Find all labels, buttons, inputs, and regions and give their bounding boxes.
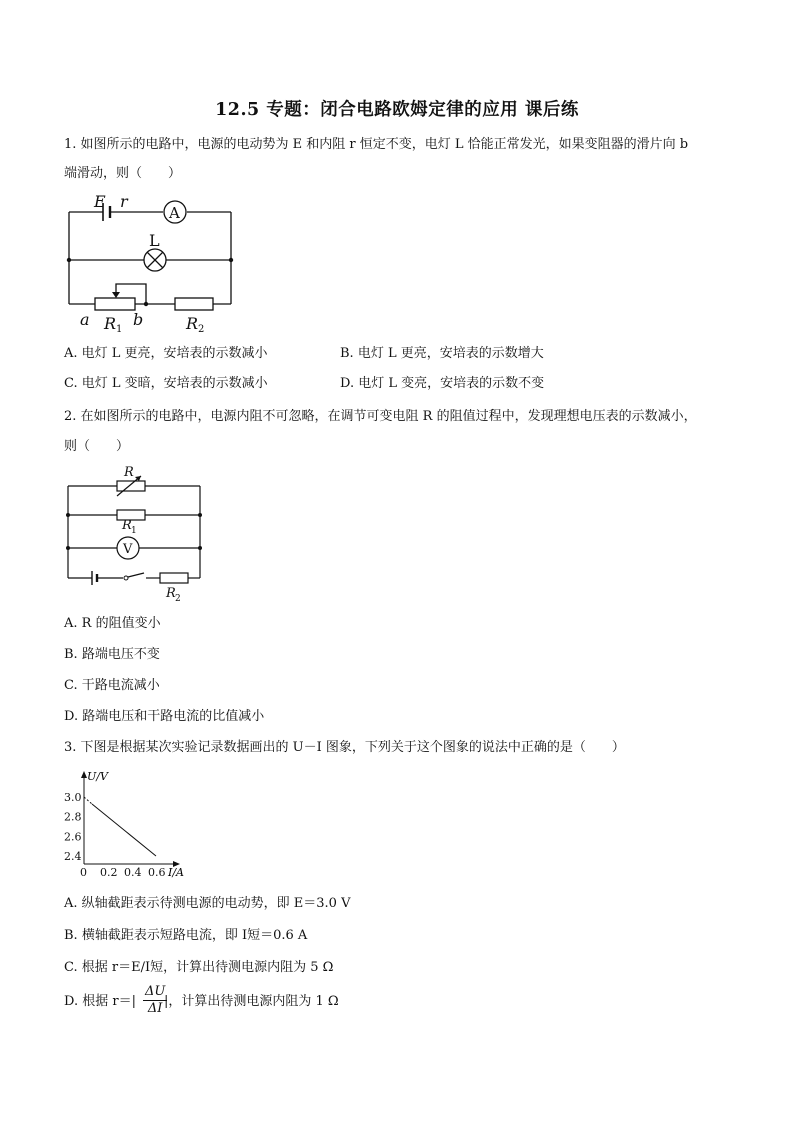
q2-option-a[interactable]: A. R 的阻值变小 (64, 616, 161, 631)
q1-label-R2: R (186, 314, 199, 333)
q2-stem-line1: 2. 在如图所示的电路中，电源内阻不可忽略，在调节可变电阻 R 的阻值过程中，发现理想电压表的示数减小， (64, 409, 697, 424)
chart-y-tick-label: 3.0 (64, 791, 82, 804)
q1-stem-line1: 1. 如图所示的电路中，电源的电动势为 E 和内阻 r 恒定不变，电灯 L 恰能正常发光，如果变阻器的滑片向 b (64, 137, 689, 152)
q2-label-R1: R (122, 518, 132, 533)
chart-x-tick-label: 0.2 (100, 866, 118, 879)
q3-stem-line1: 3. 下图是根据某次实验记录数据画出的 U－I 图象，下列关于这个图象的说法中正确的是（ ） (64, 740, 625, 755)
q1-label-R1-sub: 1 (116, 324, 123, 335)
chart-dashed-extension (84, 797, 92, 804)
q1-label-L: L (149, 231, 160, 250)
chart-y-axis-label: U/V (87, 770, 108, 783)
q1-label-a: a (80, 310, 90, 329)
fraction-numerator: ΔU (145, 984, 166, 999)
q2-label-V: V (123, 542, 133, 557)
q2-option-d[interactable]: D. 路端电压和干路电流的比值减小 (64, 709, 265, 724)
q1-label-R2-sub: 2 (198, 324, 205, 335)
q2-stem-line2: 则（ ） (64, 439, 130, 454)
q3-option-b[interactable]: B. 横轴截距表示短路电流，即 I短＝0.6 A (64, 928, 308, 943)
q3-option-d-suffix: |，计算出待测电源内阻为 1 Ω (163, 994, 339, 1009)
q2-label-R1-sub: 1 (131, 526, 137, 536)
q2-label-R2: R (166, 586, 176, 601)
q1-option-d[interactable]: D. 电灯 L 变亮，安培表的示数不变 (340, 376, 545, 391)
chart-series-line (92, 804, 156, 856)
q2-option-c[interactable]: C. 干路电流减小 (64, 678, 160, 693)
q1-stem-line2: 端滑动，则（ ） (64, 166, 182, 181)
chart-x-tick-label: 0.4 (124, 866, 142, 879)
q1-option-b[interactable]: B. 电灯 L 更亮，安培表的示数增大 (340, 346, 544, 361)
q3-option-d[interactable] (64, 994, 339, 1010)
q1-label-r: r (120, 192, 128, 211)
q2-option-b[interactable]: B. 路端电压不变 (64, 647, 160, 662)
q1-label-R1: R (104, 314, 117, 333)
chart-x-tick-label: 0 (80, 866, 87, 879)
chart-y-tick-label: 2.4 (64, 850, 82, 863)
q1-label-E: E (94, 192, 106, 211)
chart-y-tick-label: 2.6 (64, 830, 82, 844)
q2-label-R: R (124, 465, 134, 480)
chart-x-tick-label: 0.6 (148, 866, 166, 879)
chart-x-axis-label: I/A (168, 866, 184, 879)
q1-label-b: b (133, 310, 144, 329)
q3-option-d-fraction (143, 984, 167, 1017)
page-title: 12.5 专题：闭合电路欧姆定律的应用 课后练 (215, 100, 579, 120)
q3-option-a[interactable]: A. 纵轴截距表示待测电源的电动势，即 E＝3.0 V (64, 896, 351, 911)
q1-label-A: A (169, 204, 180, 222)
fraction-denominator: ΔI (147, 1001, 163, 1016)
q1-option-a[interactable]: A. 电灯 L 更亮，安培表的示数减小 (64, 346, 268, 361)
q3-option-d-prefix: D. 根据 r＝| (64, 994, 136, 1009)
q3-option-c[interactable]: C. 根据 r＝E/I短，计算出待测电源内阻为 5 Ω (64, 960, 334, 975)
chart-y-tick-label: 2.8 (64, 810, 82, 824)
q1-option-c[interactable]: C. 电灯 L 变暗，安培表的示数减小 (64, 376, 268, 391)
q2-label-R2-sub: 2 (175, 594, 181, 604)
